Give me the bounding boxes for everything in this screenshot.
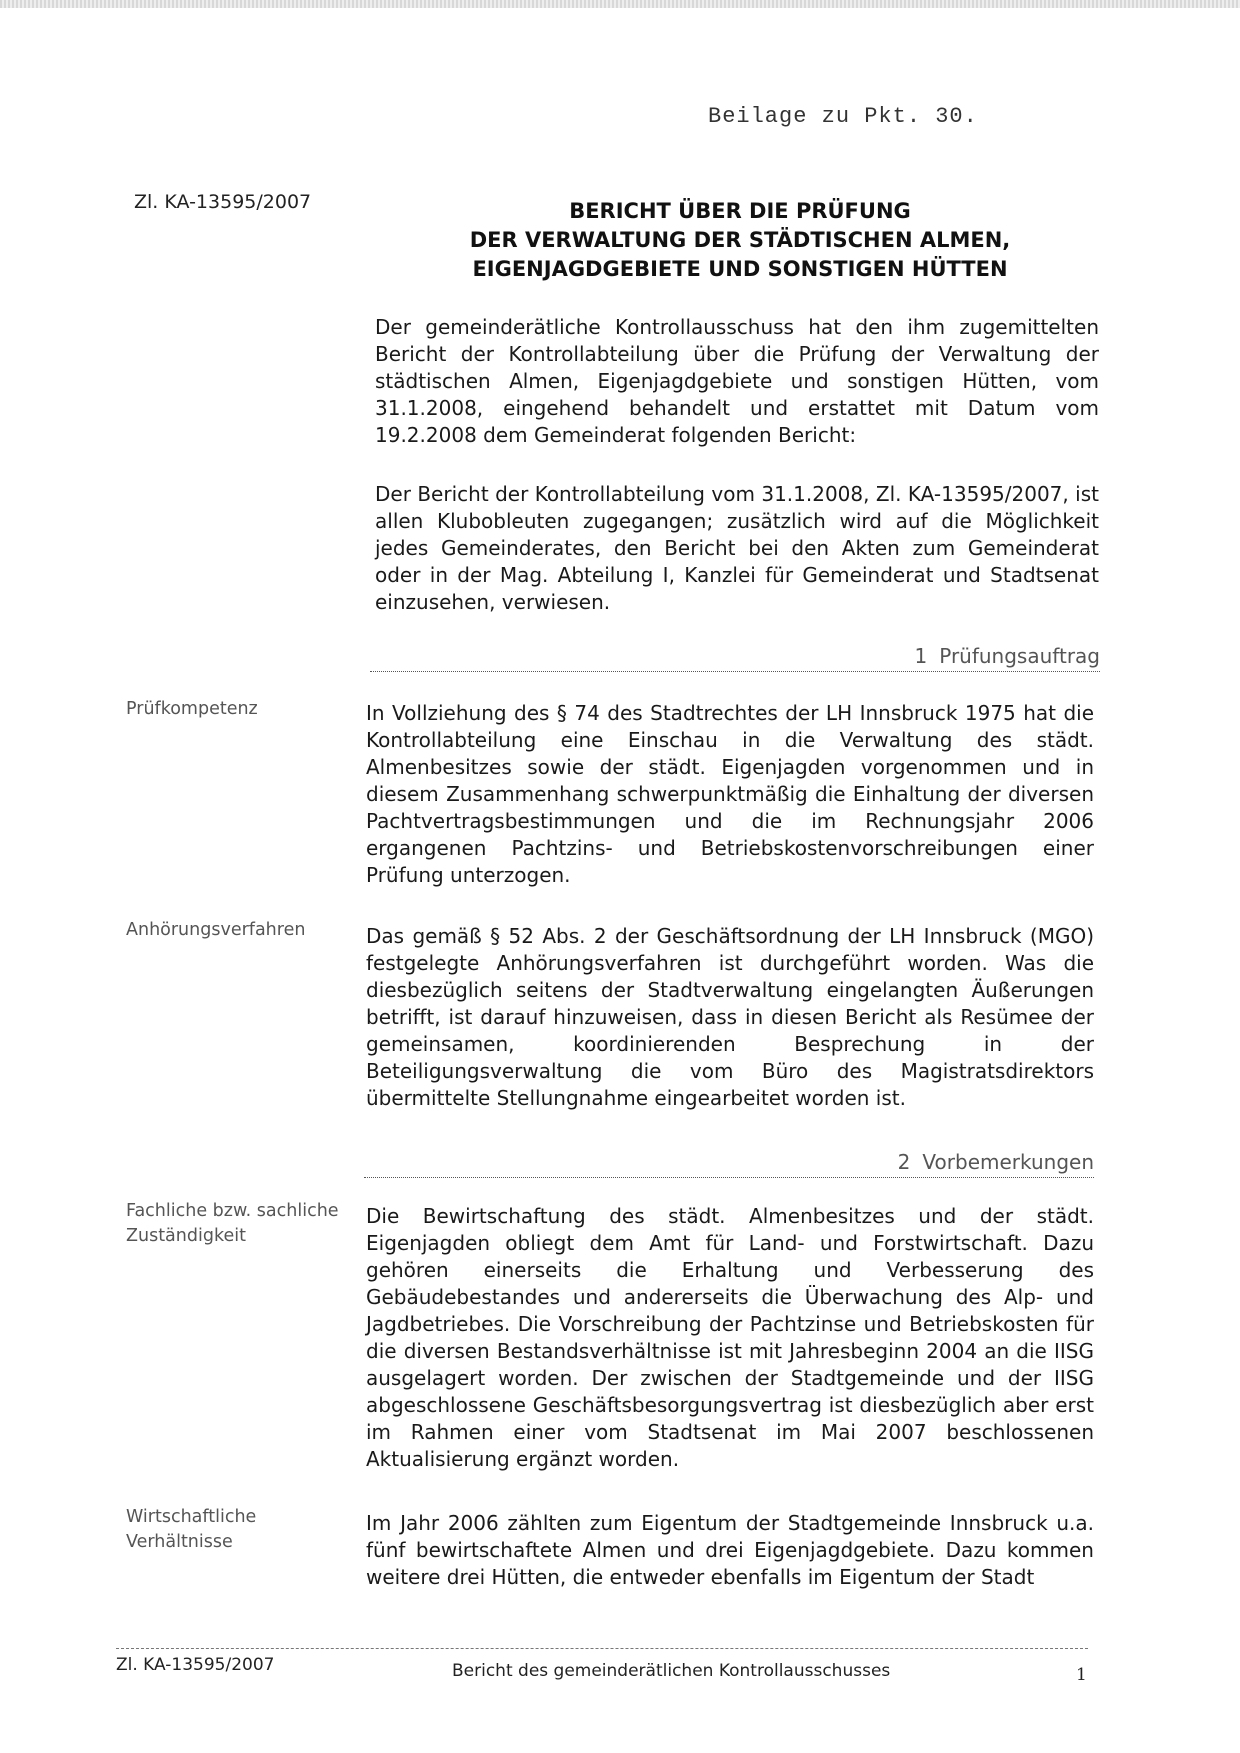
- section-title: Prüfungsauftrag: [939, 644, 1100, 668]
- title-line: DER VERWALTUNG DER STÄDTISCHEN ALMEN,: [469, 228, 1011, 252]
- section-title: Vorbemerkungen: [922, 1150, 1094, 1174]
- title-line: EIGENJAGDGEBIETE UND SONSTIGEN HÜTTEN: [472, 257, 1008, 281]
- intro-paragraph: Der Bericht der Kontrollabteilung vom 31.1.2008, Zl. KA-13595/2007, ist allen Klubobleuten zugegangen; zusätzlich wird auf die Möglichkeit jedes Gemeinderates, den Bericht bei den Akten zum Gemeinderat oder in der Mag. Abteilung I, Kanzlei für Gemeinderat und Stadtsenat einzusehen, verwiesen.: [375, 482, 1099, 614]
- section-paragraph: Im Jahr 2006 zählten zum Eigentum der Stadtgemeinde Innsbruck u.a. fünf bewirtschaftete Almen und drei Eigenjagdgebiete. Dazu kommen weitere drei Hütten, die entweder ebenfalls im Eigentum der Stadt: [366, 1511, 1094, 1589]
- section-paragraph: In Vollziehung des § 74 des Stadtrechtes der LH Innsbruck 1975 hat die Kontrollabteilung eine Einschau in die Verwaltung des städt. Almenbesitzes sowie der städt. Eigenjagden vorgenommen und in diesem Zusammenhang schwerpunktmäßig die Einhaltung der diversen Pachtvertragsbestimmungen und die im Rechnungsjahr 2006 ergangenen Pachtzins- und Betriebskostenvorschreibungen einer Prüfung unterzogen.: [366, 701, 1094, 887]
- page-number: 1: [1076, 1665, 1087, 1685]
- title-line: BERICHT ÜBER DIE PRÜFUNG: [569, 199, 911, 223]
- footer-title: Bericht des gemeinderätlichen Kontrollausschusses: [452, 1661, 891, 1681]
- footer-reference: Zl. KA-13595/2007: [116, 1655, 275, 1675]
- margin-label: Anhörungsverfahren: [126, 920, 306, 940]
- section-heading: [370, 644, 1100, 672]
- report-title: [405, 197, 1075, 284]
- footer-divider: [116, 1648, 1088, 1649]
- section-heading: [364, 1150, 1094, 1178]
- section-paragraph: Die Bewirtschaftung des städt. Almenbesitzes und der städt. Eigenjagden obliegt dem Amt für Land- und Forstwirtschaft. Dazu gehören einerseits die Erhaltung und Verbesserung des Gebäudebestandes und andererseits die Überwachung des Alp- und Jagdbetriebes. Die Vorschreibung der Pachtzinse und Betriebskosten für die diversen Bestandsverhältnisse ist mit Jahresbeginn 2004 an die IISG ausgelagert worden. Der zwischen der Stadtgemeinde und der IISG abgeschlossene Geschäftsbesorgungsvertrag ist diesbezüglich aber erst im Rahmen einer vom Stadtsenat im Mai 2007 beschlossenen Aktualisierung ergänzt worden.: [366, 1204, 1094, 1471]
- attachment-note: Beilage zu Pkt. 30.: [708, 104, 978, 129]
- margin-label: Prüfkompetenz: [126, 699, 258, 719]
- intro-paragraph: Der gemeinderätliche Kontrollausschuss hat den ihm zugemittelten Bericht der Kontrollabteilung über die Prüfung der Verwaltung der städtischen Almen, Eigenjagdgebiete und sonstigen Hütten, vom 31.1.2008, eingehend behandelt und erstattet mit Datum vom 19.2.2008 dem Gemeinderat folgenden Bericht:: [375, 315, 1099, 447]
- scan-edge: [0, 0, 1240, 8]
- section-number: 1: [914, 644, 928, 668]
- margin-label: Wirtschaftliche Verhältnisse: [126, 1507, 257, 1552]
- section-paragraph: Das gemäß § 52 Abs. 2 der Geschäftsordnung der LH Innsbruck (MGO) festgelegte Anhörungsverfahren ist durchgeführt worden. Was die diesbezüglich seitens der Stadtverwaltung eingelangten Äußerungen betrifft, ist darauf hinzuweisen, dass in diesen Bericht als Resümee der gemeinsamen, koordinierenden Besprechung in der Beteiligungsverwaltung die vom Büro des Magistratsdirektors übermittelte Stellungnahme eingearbeitet worden ist.: [366, 924, 1094, 1110]
- reference-number: Zl. KA-13595/2007: [134, 191, 312, 213]
- margin-label: Fachliche bzw. sachliche Zuständigkeit: [126, 1201, 339, 1246]
- section-number: 2: [897, 1150, 911, 1174]
